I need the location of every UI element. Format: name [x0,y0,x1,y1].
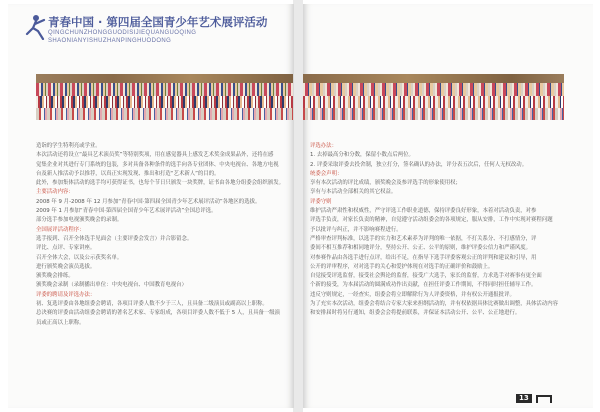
right-page-body [310,142,572,319]
right-page-line: 享有与本活动全部相关的其它权益。 [310,189,397,196]
right-page-line: 违反守则规定，一经查实，组委会将立即解除行为人评委资格，并有权公开通报批评。 [310,291,515,298]
left-page-line: 评比、点评、专家讲座。 [36,245,96,252]
left-page-section-heading: 主要活动内容： [36,189,74,196]
brochure-header [8,10,278,58]
brochure-subtitle-line-2: SHAONIANYISHUZHANPINGHUODONG [48,38,172,44]
right-page-section-heading: 统委会声明： [310,170,343,177]
left-page-line: 2008 年 9 月-2008 年 12 月参加“青春中国·第四届全国青少年艺术展评活动”各地区的选拔。 [36,198,261,205]
left-page-line: 2009 年 1 月参加“青春中国·第四届全国青少年艺术展评活动”全国总评选。 [36,208,217,215]
left-page-line: 召开全体大会，以及公示获奖名单。 [36,254,123,261]
right-page-line: 1. 去掉最高分和分数，保留小数点后两位。 [310,152,414,159]
group-photo-right [303,74,564,120]
left-page-line: 此外，参加集体活动的选手均可获得证书，也每个节日只颁发一块奖牌，证书由各地分组委会组织颁发。 [36,180,284,187]
page-number: 13 [516,394,532,403]
page-corner-mark [536,395,552,403]
right-page-line: 公开的评审程序，对对选手的关心和爱护体现在对选手的正确评价和鼓励上。 [310,263,494,270]
brochure-title: 青春中国 · 第四届全国青少年艺术展评活动 [48,15,268,29]
right-page-section-heading: 评选办法： [310,143,337,149]
right-page-line: 和安排届时将另行通知，组委会会将提前联系，并保证本活动公开、公平、公正地进行。 [310,310,521,317]
left-page-line: 部分选手参加电视颁奖晚会的录制。 [36,217,123,224]
left-page-line: 进行颁奖晚会演员选拔。 [36,263,96,270]
left-page-line: 本次活动还将设立“最具艺术演员奖”等特别奖项，用在感觉器具上感发艺术奖金成果品外，还将在感 [36,152,274,159]
right-page-line: 2. 评委采取评委去投舍制，独立打分，签名确认的办法，评分表五次后，任何人无权改动。 [310,161,528,168]
left-page-line: 台及新人推活动予以推荐，以真正实现发现、推出和打造“艺术新人”的目的。 [36,170,220,177]
book-gutter [293,0,303,412]
right-page-line: 自觉接受评选监督，接受社会舆论的监督，接受广大选手，家长的监督，力求选手对赛事有更全面 [310,273,542,280]
left-page-line: 颁奖晚会录制（录制播出单位：中央电视台、中国教育电视台） [36,282,187,289]
left-page-body [36,142,284,328]
dancer-logo-icon [24,14,46,40]
left-page-section-heading: 全国展评活动程序： [36,226,85,233]
right-page-line: 享有本次活动的评比成绩，颁奖晚会及参评选手的形象使用权； [310,180,461,187]
right-page-line: 严格审查评判标准，以选手的实力和艺术素养为评判的唯一依据，不打关系分、不打感情分，评 [310,235,537,242]
left-page-line: 颁奖晚会排练。 [36,273,74,280]
right-page-line: 个新的接受，为本届活动的圆满成功作出贡献，在担任评委工作期间，不得同时担任辅导工作。 [310,282,537,289]
right-page-line: 委间不相互推荐和相同地评分，坚持公开、公正、公平的原则，维护评委公信力和严谨风度。 [310,245,532,252]
group-photo-left [36,74,293,120]
right-page-line: 予以批评与纠正，并不影响赛程进行。 [310,226,402,233]
left-page-line: 选手报到、召开全体选手见面会（主要评委会发言）并合影留念。 [36,235,193,242]
right-page-line: 维护活动严肃性和权威性，严守评选工作职业道德，保持评委良好形象，本着对活动负责，对参 [310,208,537,215]
left-page-line: 员或正高以上职称。 [36,319,85,326]
left-page-section-heading: 评委的聘请及评选办法： [36,291,96,298]
right-page-section-heading: 评委守则 [310,198,332,205]
left-page-line: 造诣的学生特利亮或学业。 [36,143,101,149]
left-page-line: 觉集企业对其进行专门系统的包装，多对具备各种条件的选手向各专业团体、中央电视台、各地方电视 [36,161,279,168]
right-page-line: 对参赛作品由各选手进行点评，给出不足，在指导下选手评委客观公正的评判和建议和引导，用 [310,254,537,261]
left-page-line: 总决赛的评委由活动组委会聘请的著名艺术家、专家组成，各项目评委人数不低于 5 人，且具备一级演 [36,310,281,317]
right-page-line: 评选手负责，对家长负责的精神，自觉遵守活动组委会的各项规定，服从安排，工作中实现对赛程问题 [310,217,553,224]
left-page-line: 初、复选评委由各地组委会聘请，各项目评委人数不少于三人，且具备二级演员或副高以上职称。 [36,301,268,308]
brochure-subtitle-line-1: QINGCHUNZHONGGUODISIJIEQUANGUOQING [48,30,197,36]
right-page-line: 为了充实本次活动，组委会将结合专家大家来担纲活动的，并有权依据具体比赛做出调整，具体活动内容 [310,301,558,308]
